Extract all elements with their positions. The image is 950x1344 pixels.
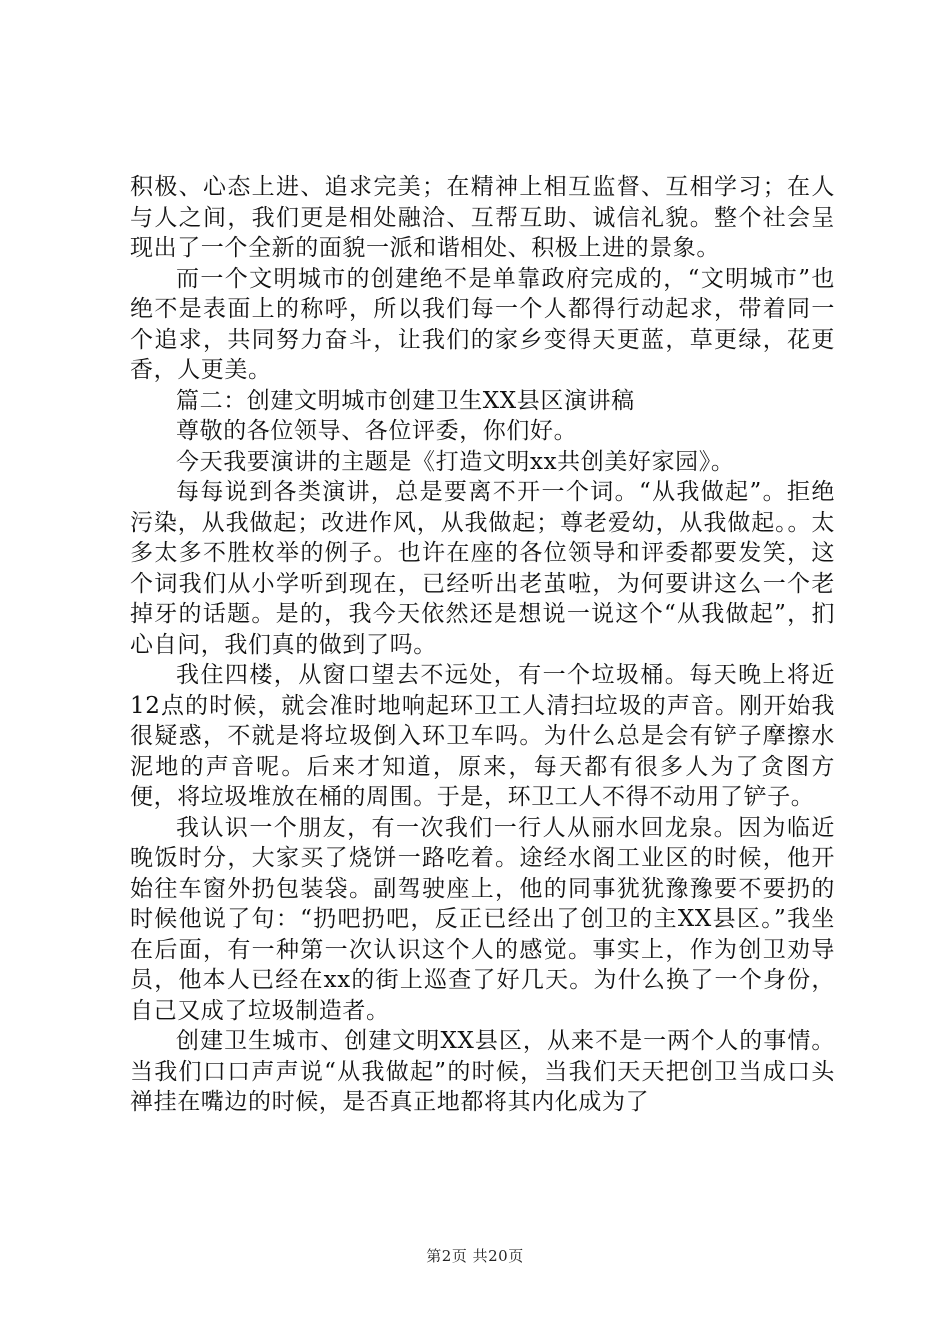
section-heading: 篇二：创建文明城市创建卫生XX县区演讲稿 — [176, 387, 635, 414]
paragraph-garbage-bin: 我住四楼，从窗口望去不远处，有一个垃圾桶。每天晚上将近12点的时候，就会准时地响起环卫工人清扫垃圾的声音。刚开始我很疑惑，不就是将垃圾倒入环卫车吗。为什么总是会有铲子摩擦水泥地的声音呢。后来才知道，原来，每天都有很多人为了贪图方便，将垃圾堆放在桶的周围。于是，环卫工人不得不动用了铲子。 — [130, 662, 835, 810]
paragraph-start-from-me: 每每说到各类演讲，总是要离不开一个词。“从我做起”。拒绝污染，从我做起；改进作风，从我做起；尊老爱幼，从我做起。。太多太多不胜枚举的例子。也许在座的各位领导和评委都要发笑，这个词我们从小学听到现在，已经听出老茧啦，为何要讲这么一个老掉牙的话题。是的，我今天依然还是想说一说这个“从我做起”，扪心自问，我们真的做到了吗。 — [130, 479, 835, 658]
paragraph-2: 而一个文明城市的创建绝不是单靠政府完成的，“文明城市”也绝不是表面上的称呼，所以我们每一个人都得行动起求，带着同一个追求，共同努力奋斗，让我们的家乡变得天更蓝，草更绿，花更香，人更美。 — [130, 265, 835, 383]
paragraph-friend-story: 我认识一个朋友，有一次我们一行人从丽水回龙泉。因为临近晚饭时分，大家买了烧饼一路吃着。途经水阁工业区的时候，他开始往车窗外扔包装袋。副驾驶座上，他的同事犹犹豫豫要不要扔的时候他说了句：“扔吧扔吧，反正已经出了创卫的主XX县区。”我坐在后面，有一种第一次认识这个人的感觉。事实上，作为创卫劝导员，他本人已经在xx的街上巡查了好几天。为什么换了一个身份，自己又成了垃圾制造者。 — [130, 814, 835, 1024]
page-number-footer: 第2页 共20页 — [426, 1247, 524, 1265]
paragraph-conclusion: 创建卫生城市、创建文明XX县区，从来不是一两个人的事情。当我们口口声声说“从我做起”的时候，当我们天天把创卫当成口头禅挂在嘴边的时候，是否真正地都将其内化成为了 — [130, 1028, 835, 1115]
salutation: 尊敬的各位领导、各位评委，你们好。 — [176, 418, 578, 444]
paragraph-1: 积极、心态上进、追求完美；在精神上相互监督、互相学习；在人与人之间，我们更是相处融洽、互帮互助、诚信礼貌。整个社会呈现出了一个全新的面貌一派和谐相处、积极上进的景象。 — [130, 174, 835, 261]
document-body — [130, 172, 835, 1118]
paragraph-topic: 今天我要演讲的主题是《打造文明xx共创美好家园》。 — [176, 448, 735, 475]
